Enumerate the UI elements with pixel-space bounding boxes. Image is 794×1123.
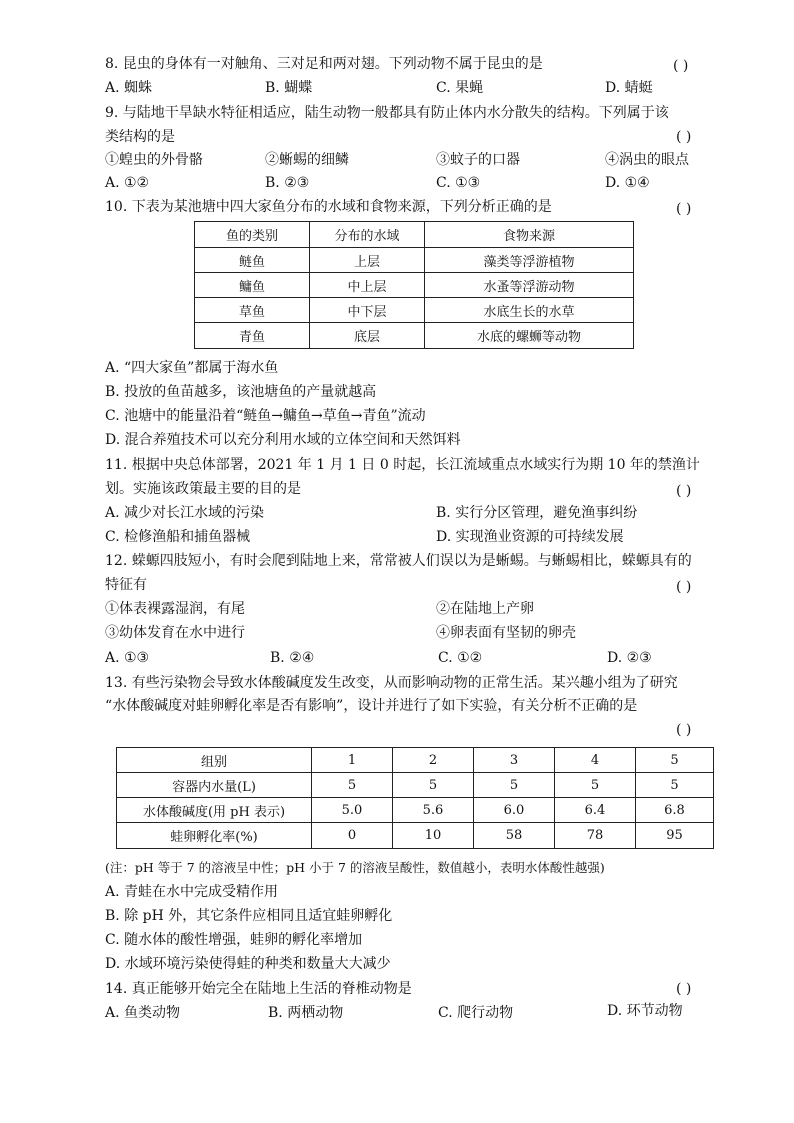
q10-fish-table — [194, 221, 634, 349]
q12-item-4: ④卵表面有坚韧的卵壳 — [436, 625, 576, 641]
table-cell: 鲢鱼 — [195, 248, 310, 273]
table-row — [117, 798, 714, 823]
table-cell: 水蚤等浮游动物 — [425, 273, 634, 298]
q9-answer-bracket: ( ) — [676, 129, 692, 145]
table-row — [195, 273, 634, 298]
q10-option-a: A. “四大家鱼”都属于海水鱼 — [105, 360, 279, 376]
table-cell: 6.8 — [636, 798, 714, 823]
q9-stem-line2: 类结构的是 — [105, 129, 175, 145]
table-cell: 6.0 — [474, 798, 555, 823]
table-cell: 5 — [474, 773, 555, 798]
q8-option-a: A. 蜘蛛 — [105, 80, 153, 96]
table-cell: 底层 — [310, 323, 425, 349]
table-cell: 5.6 — [393, 798, 474, 823]
q13-option-d: D. 水域环境污染使得蛙的种类和数量大大减少 — [105, 956, 391, 972]
q9-option-a: A. ①② — [105, 175, 150, 191]
q8-option-d: D. 蜻蜓 — [605, 80, 653, 96]
table-cell: 5 — [636, 773, 714, 798]
q9-item-2: ②蜥蜴的细鳞 — [265, 152, 349, 168]
table-header-cell: 1 — [312, 748, 393, 773]
table-cell: 0 — [312, 823, 393, 849]
q13-experiment-table — [116, 747, 714, 849]
q11-option-a: A. 减少对长江水域的污染 — [105, 505, 265, 521]
table-cell: 容器内水量(L) — [117, 773, 312, 798]
q10-option-d: D. 混合养殖技术可以充分利用水域的立体空间和天然饵料 — [105, 432, 461, 448]
q8-option-c: C. 果蝇 — [436, 80, 484, 96]
table-cell: 58 — [474, 823, 555, 849]
q9-item-4: ④涡虫的眼点 — [605, 152, 689, 168]
q12-option-c: C. ①② — [438, 650, 483, 666]
q9-item-3: ③蚊子的口器 — [436, 152, 520, 168]
q8-stem: 8. 昆虫的身体有一对触角、三对足和两对翅。下列动物不属于昆虫的是 — [105, 56, 543, 72]
q14-option-b: B. 两栖动物 — [268, 1005, 344, 1021]
table-cell: 青鱼 — [195, 323, 310, 349]
table-header-cell: 鱼的类别 — [195, 222, 310, 248]
table-cell: 上层 — [310, 248, 425, 273]
table-cell: 5 — [312, 773, 393, 798]
table-row — [117, 823, 714, 849]
table-header-cell: 5 — [636, 748, 714, 773]
q9-option-c: C. ①③ — [436, 175, 481, 191]
q13-stem-line2: “水体酸碱度对蛙卵孵化率是否有影响”，设计并进行了如下实验，有关分析不正确的是 — [105, 698, 638, 714]
table-header-cell: 食物来源 — [425, 222, 634, 248]
q13-option-b: B. 除 pH 外，其它条件应相同且适宜蛙卵孵化 — [105, 908, 393, 924]
table-header-cell: 3 — [474, 748, 555, 773]
table-cell: 水体酸碱度(用 pH 表示) — [117, 798, 312, 823]
q12-option-d: D. ②③ — [607, 650, 652, 666]
q13-option-c: C. 随水体的酸性增强，蛙卵的孵化率增加 — [105, 932, 363, 948]
table-cell: 78 — [555, 823, 636, 849]
q11-answer-bracket: ( ) — [676, 483, 692, 499]
q11-stem-line1: 11. 根据中央总体部署，2021 年 1 月 1 日 0 时起，长江流域重点水域实行为期 10 年的禁渔计 — [105, 457, 700, 473]
table-cell: 蛙卵孵化率(%) — [117, 823, 312, 849]
table-header-cell: 分布的水域 — [310, 222, 425, 248]
q13-option-a: A. 青蛙在水中完成受精作用 — [105, 884, 279, 900]
q13-note: (注：pH 等于 7 的溶液呈中性；pH 小于 7 的溶液呈酸性，数值越小，表明水体酸性越强) — [105, 860, 605, 875]
q11-stem-line2: 划。实施该政策最主要的目的是 — [105, 481, 301, 497]
q9-stem-line1: 9. 与陆地干旱缺水特征相适应，陆生动物一般都具有防止体内水分散失的结构。下列属于该 — [105, 105, 669, 121]
q12-answer-bracket: ( ) — [676, 579, 692, 595]
table-header-row — [195, 222, 634, 248]
table-cell: 中上层 — [310, 273, 425, 298]
q14-stem: 14. 真正能够开始完全在陆地上生活的脊椎动物是 — [105, 981, 412, 997]
q9-option-b: B. ②③ — [265, 175, 310, 191]
q10-option-c: C. 池塘中的能量沿着“鲢鱼→鳙鱼→草鱼→青鱼”流动 — [105, 408, 426, 424]
table-cell: 5 — [555, 773, 636, 798]
q10-answer-bracket: ( ) — [676, 201, 692, 217]
table-header-cell: 4 — [555, 748, 636, 773]
table-cell: 鳙鱼 — [195, 273, 310, 298]
table-cell: 6.4 — [555, 798, 636, 823]
table-row — [117, 773, 714, 798]
q12-item-1: ①体表裸露湿润，有尾 — [105, 601, 245, 617]
table-cell: 水底的螺蛳等动物 — [425, 323, 634, 349]
q11-option-d: D. 实现渔业资源的可持续发展 — [436, 529, 624, 545]
table-cell: 10 — [393, 823, 474, 849]
q13-stem-line1: 13. 有些污染物会导致水体酸碱度发生改变，从而影响动物的正常生活。某兴趣小组为了研究 — [105, 675, 678, 691]
table-header-cell: 2 — [393, 748, 474, 773]
q12-stem-line1: 12. 蝾螈四肢短小，有时会爬到陆地上来，常常被人们误以为是蜥蜴。与蜥蜴相比，蝾螈具有的 — [105, 553, 692, 569]
table-cell: 5 — [393, 773, 474, 798]
q12-item-3: ③幼体发育在水中进行 — [105, 625, 245, 641]
table-row — [195, 248, 634, 273]
table-row — [195, 323, 634, 349]
q9-option-d: D. ①④ — [605, 175, 650, 191]
q12-item-2: ②在陆地上产卵 — [436, 601, 534, 617]
table-row — [195, 298, 634, 323]
q12-option-b: B. ②④ — [270, 650, 315, 666]
q14-option-d: D. 环节动物 — [607, 1003, 683, 1019]
table-header-row — [117, 748, 714, 773]
table-cell: 5.0 — [312, 798, 393, 823]
q11-option-c: C. 检修渔船和捕鱼器械 — [105, 529, 251, 545]
q10-option-b: B. 投放的鱼苗越多，该池塘鱼的产量就越高 — [105, 384, 377, 400]
q11-option-b: B. 实行分区管理，避免渔事纠纷 — [436, 505, 638, 521]
q14-option-c: C. 爬行动物 — [438, 1005, 514, 1021]
q12-option-a: A. ①③ — [105, 650, 150, 666]
table-cell: 中下层 — [310, 298, 425, 323]
q14-answer-bracket: ( ) — [676, 981, 692, 997]
table-cell: 藻类等浮游植物 — [425, 248, 634, 273]
table-header-cell: 组别 — [117, 748, 312, 773]
table-cell: 草鱼 — [195, 298, 310, 323]
q8-answer-bracket: ( ) — [673, 58, 689, 74]
q10-stem: 10. 下表为某池塘中四大家鱼分布的水域和食物来源，下列分析正确的是 — [105, 199, 552, 215]
q14-option-a: A. 鱼类动物 — [105, 1005, 181, 1021]
table-cell: 95 — [636, 823, 714, 849]
q8-option-b: B. 蝴蝶 — [265, 80, 313, 96]
q9-item-1: ①蝗虫的外骨骼 — [105, 152, 203, 168]
q12-stem-line2: 特征有 — [105, 577, 147, 593]
q13-answer-bracket: ( ) — [676, 722, 692, 738]
table-cell: 水底生长的水草 — [425, 298, 634, 323]
